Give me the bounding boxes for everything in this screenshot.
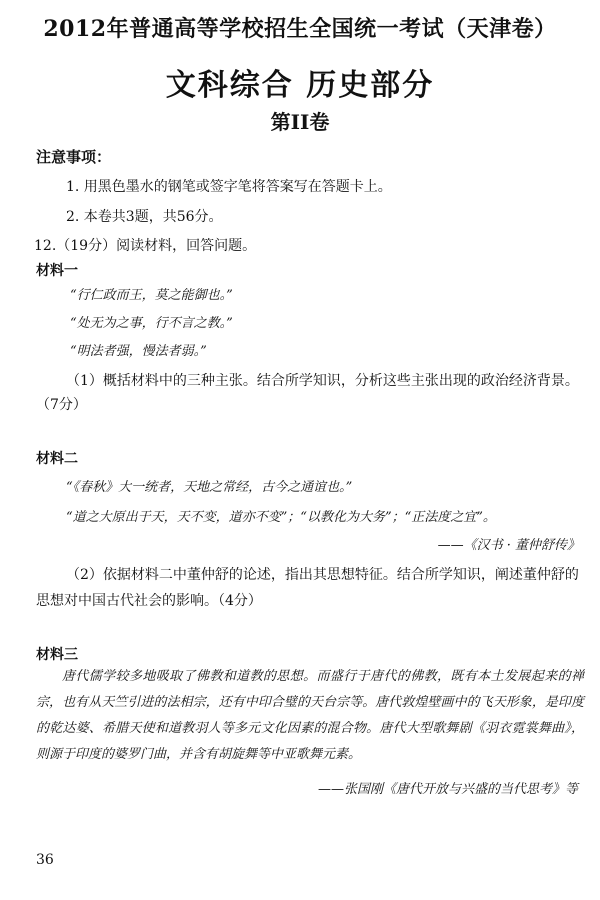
- material-2-quote: “《春秋》大一统者，天地之常经，古今之通谊也。”: [66, 480, 353, 495]
- material-1-quote: “行仁政而王，莫之能御也。”: [70, 288, 233, 303]
- notice-item: 1. 用黑色墨水的钢笔或签字笔将答案写在答题卡上。: [66, 179, 392, 195]
- material-2-source: ——《汉书 · 董仲舒传》: [437, 538, 580, 553]
- subject-title: 文科综合 历史部分: [165, 68, 435, 103]
- material-1-label: 材料一: [36, 263, 78, 279]
- notice-item: 2. 本卷共3题，共56分。: [66, 209, 223, 225]
- page-number: 36: [36, 852, 54, 868]
- material-3-label: 材料三: [36, 647, 78, 663]
- material-2-quote: “道之大原出于天，天不变，道亦不变”；“以教化为大务”；“正法度之宜”。: [66, 510, 496, 525]
- material-1-quote: “明法者强，慢法者弱。”: [70, 344, 207, 359]
- question-12-part-1-points: （7分）: [36, 397, 87, 413]
- material-1-quote: “处无为之事，行不言之教。”: [70, 316, 233, 331]
- question-12-part-2: （2）依据材料二中董仲舒的论述，指出其思想特征。结合所学知识，阐述董仲舒的: [66, 567, 579, 583]
- material-2-label: 材料二: [36, 451, 78, 467]
- question-12-stem: 12.（19分）阅读材料，回答问题。: [34, 238, 257, 254]
- material-3-source: ——张国刚《唐代开放与兴盛的当代思考》等: [317, 782, 578, 797]
- material-3-text: 唐代儒学较多地吸取了佛教和道教的思想。而盛行于唐代的佛教，既有本土发展起来的禅宗，也有从天竺引进的法相宗，还有中印合璧的天台宗等。唐代敦煌壁画中的飞天形象，是印度的乾达婆、希腊天使和道教羽人等多元文化因素的混合物。唐代大型歌舞剧《羽衣霓裳舞曲》，则源于印度的婆罗门曲，并含有胡旋舞等中亚歌舞元素。: [36, 669, 584, 762]
- volume-title: 第II卷: [270, 110, 330, 134]
- question-12-part-2-continued: 思想对中国古代社会的影响。（4分）: [36, 593, 262, 609]
- exam-title: 2012年普通高等学校招生全国统一考试（天津卷）: [43, 16, 557, 42]
- question-12-part-1: （1）概括材料中的三种主张。结合所学知识，分析这些主张出现的政治经济背景。: [66, 373, 579, 389]
- notice-heading: 注意事项：: [36, 148, 112, 166]
